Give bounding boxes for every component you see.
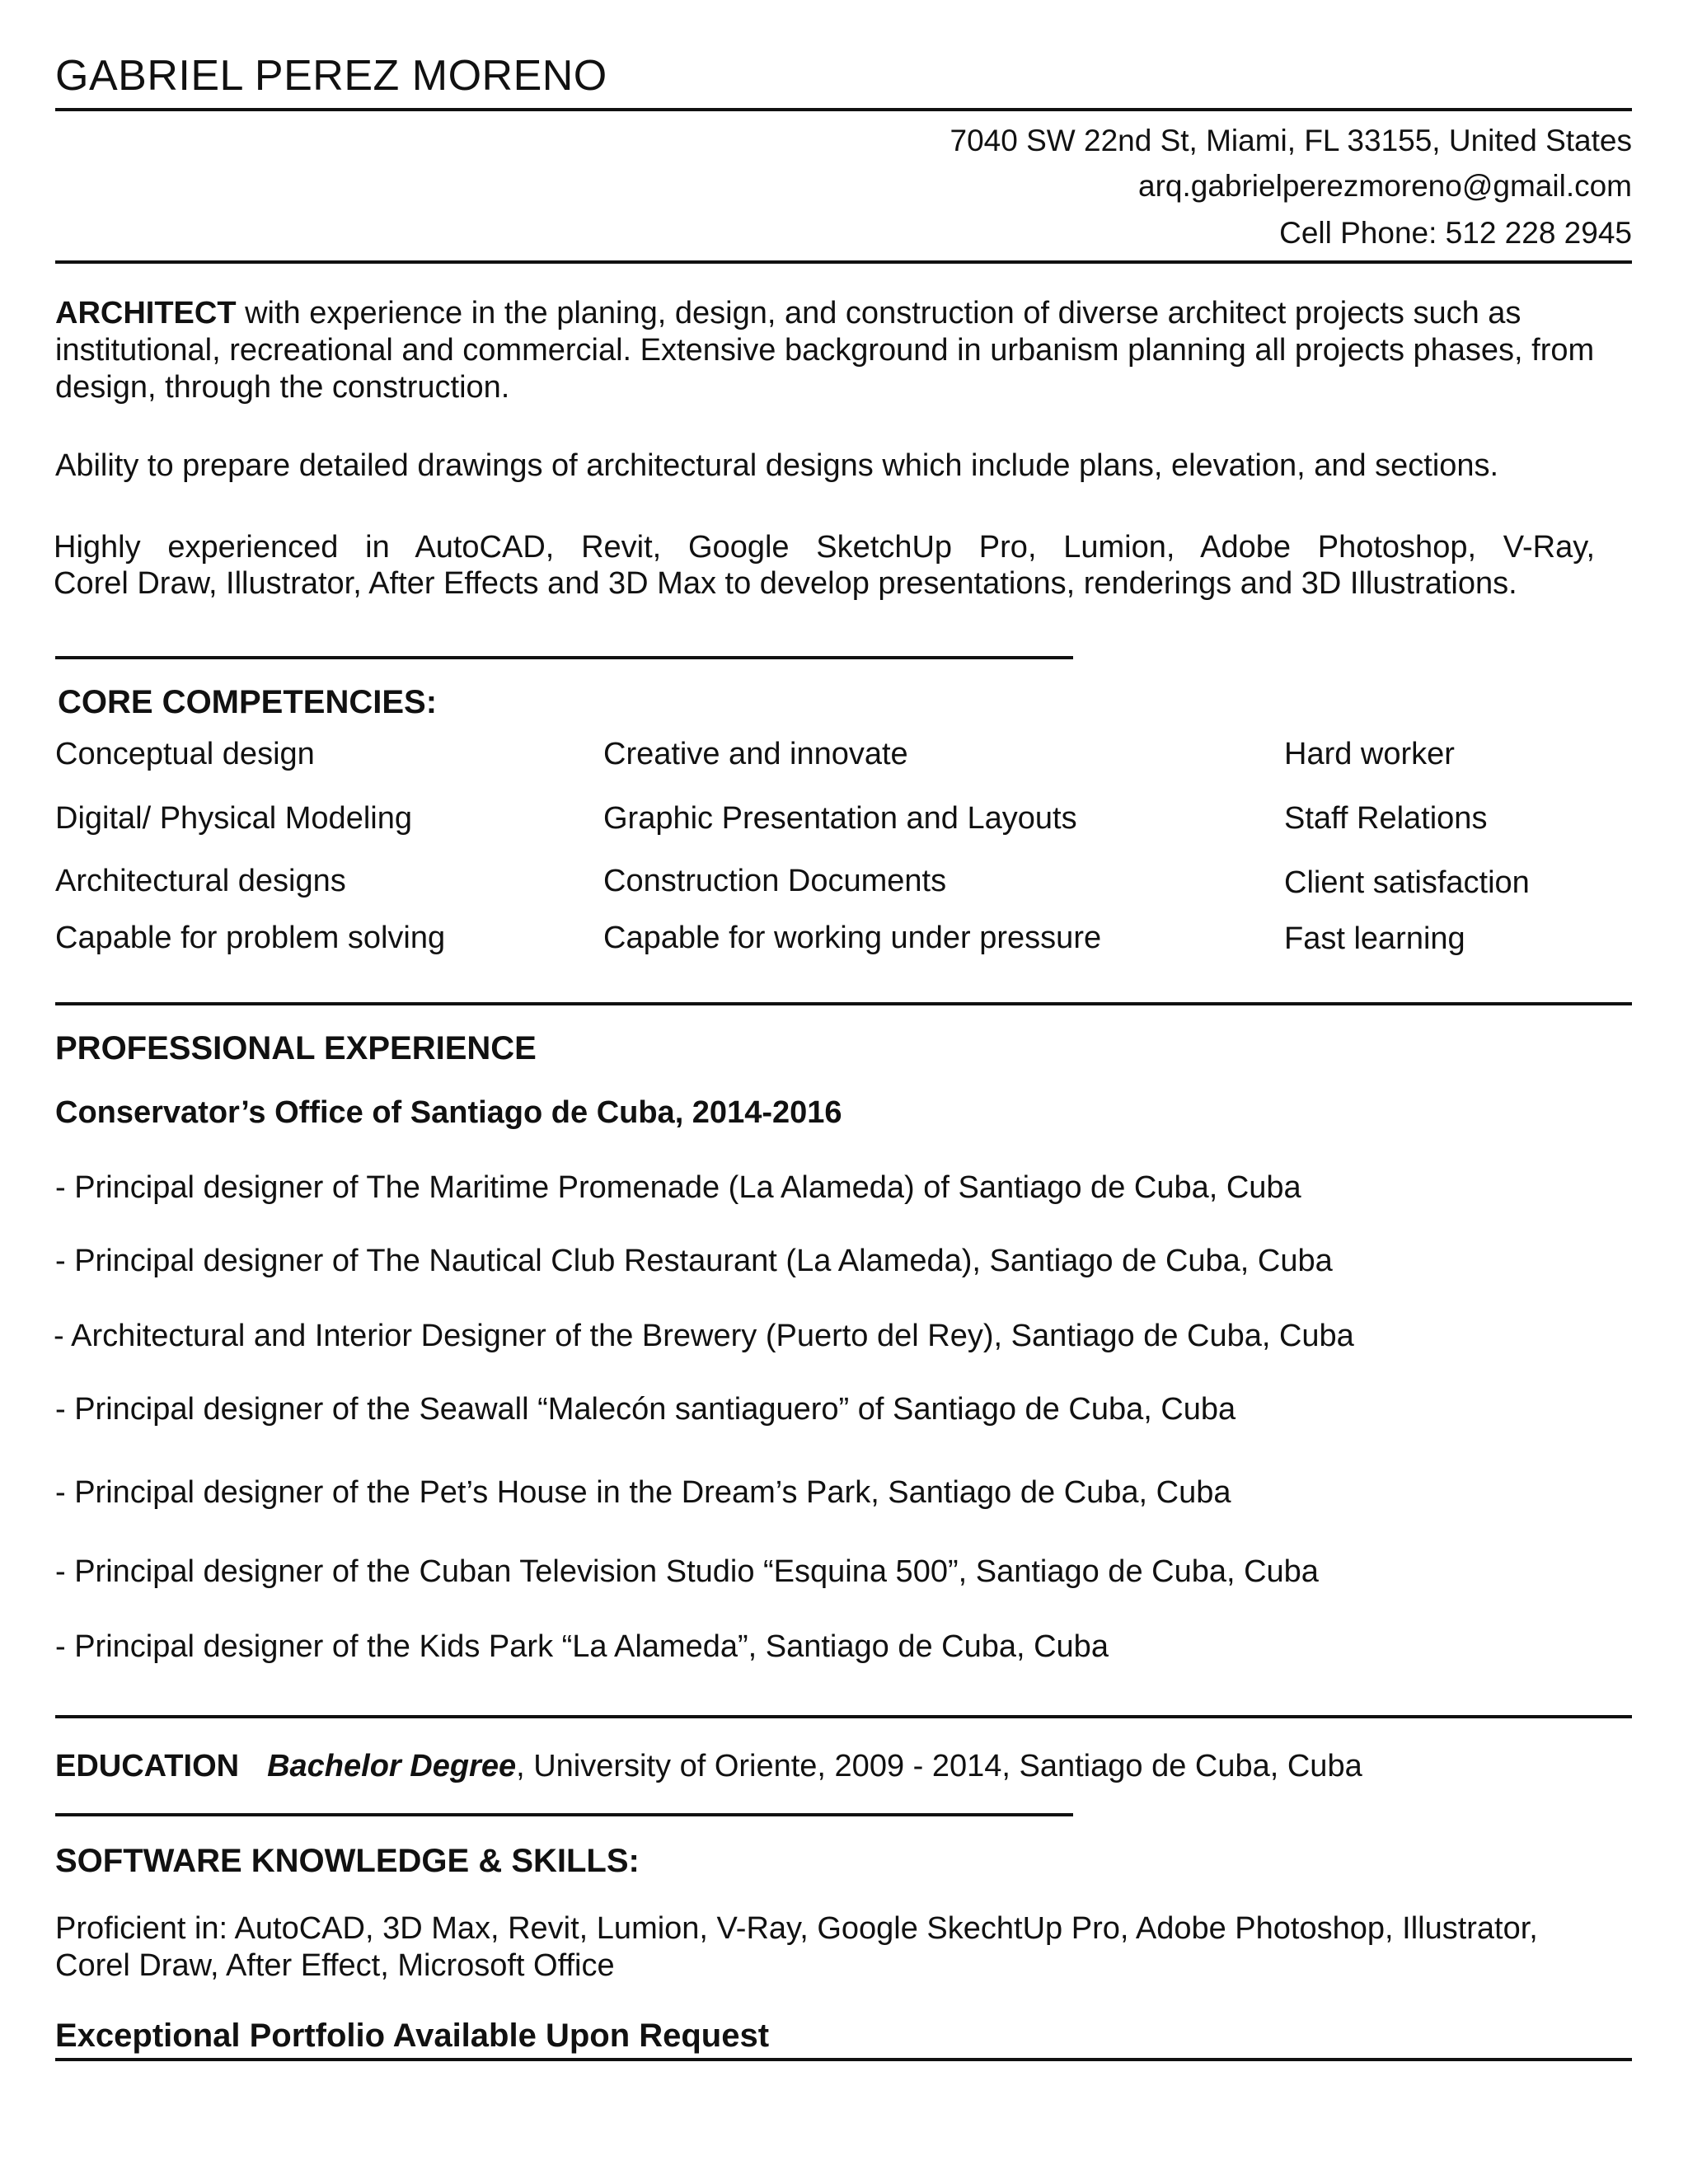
summary-rule xyxy=(55,656,1073,659)
competency-item: Conceptual design xyxy=(55,737,315,771)
portfolio-note: Exceptional Portfolio Available Upon Request xyxy=(55,2018,770,2054)
competency-item: Architectural designs xyxy=(55,864,346,898)
email: arq.gabrielperezmoreno@gmail.com xyxy=(1138,169,1632,203)
experience-item: - Principal designer of The Maritime Promenade (La Alameda) of Santiago de Cuba, Cuba xyxy=(55,1170,1301,1205)
experience-item: - Architectural and Interior Designer of the Brewery (Puerto del Rey), Santiago de Cuba, Cuba xyxy=(54,1319,1354,1353)
address: 7040 SW 22nd St, Miami, FL 33155, United States xyxy=(950,124,1632,157)
summary-paragraph-2: Ability to prepare detailed drawings of architectural designs which include plans, elevation, and sections. xyxy=(55,448,1499,483)
education-degree: Bachelor Degree xyxy=(267,1749,517,1783)
experience-heading: PROFESSIONAL EXPERIENCE xyxy=(55,1030,537,1066)
summary-paragraph-3-line-2: Corel Draw, Illustrator, After Effects and 3D Max to develop presentations, renderings and 3D Illustrations. xyxy=(54,566,1517,601)
employer-title: Conservator’s Office of Santiago de Cuba, 2014-2016 xyxy=(55,1095,842,1130)
education-detail: , University of Oriente, 2009 - 2014, Santiago de Cuba, Cuba xyxy=(516,1749,1362,1783)
summary-paragraph-1 xyxy=(55,295,1636,406)
competency-item: Fast learning xyxy=(1284,921,1465,956)
competency-item: Capable for problem solving xyxy=(55,921,446,955)
experience-item: - Principal designer of The Nautical Club Restaurant (La Alameda), Santiago de Cuba, Cuba xyxy=(55,1244,1333,1278)
experience-rule xyxy=(55,1715,1632,1718)
experience-item: - Principal designer of the Seawall “Malecón santiaguero” of Santiago de Cuba, Cuba xyxy=(55,1392,1236,1427)
contact-rule xyxy=(55,260,1632,264)
experience-item: - Principal designer of the Cuban Television Studio “Esquina 500”, Santiago de Cuba, Cuba xyxy=(55,1554,1319,1589)
phone: Cell Phone: 512 228 2945 xyxy=(1279,216,1632,250)
competencies-heading: CORE COMPETENCIES: xyxy=(58,684,438,720)
candidate-name: GABRIEL PEREZ MORENO xyxy=(55,52,607,100)
education-line xyxy=(55,1749,1362,1784)
footer-rule xyxy=(55,2058,1632,2061)
competency-item: Creative and innovate xyxy=(603,737,908,771)
competency-item: Capable for working under pressure xyxy=(603,921,1102,955)
education-rule xyxy=(55,1813,1073,1816)
software-heading: SOFTWARE KNOWLEDGE & SKILLS: xyxy=(55,1843,640,1879)
experience-item: - Principal designer of the Kids Park “La Alameda”, Santiago de Cuba, Cuba xyxy=(55,1629,1109,1664)
summary-paragraph-3-line-1: Highly experienced in AutoCAD, Revit, Google SketchUp Pro, Lumion, Adobe Photoshop, V-Ray, xyxy=(54,530,1595,565)
competency-item: Staff Relations xyxy=(1284,801,1488,836)
competency-item: Client satisfaction xyxy=(1284,865,1530,900)
header-rule xyxy=(55,108,1632,111)
summary-p1-text: with experience in the planing, design, and construction of diverse architect projects such as institutional, recreational and commercial. Extensive background in urbanism planning all projects phases, from design, through the construction. xyxy=(55,296,1595,405)
software-text: Proficient in: AutoCAD, 3D Max, Revit, Lumion, V-Ray, Google SkechtUp Pro, Adobe Photoshop, Illustrator, Corel Draw, After Effect, Microsoft Office xyxy=(55,1911,1538,1983)
experience-item: - Principal designer of the Pet’s House in the Dream’s Park, Santiago de Cuba, Cuba xyxy=(55,1475,1231,1510)
competencies-rule xyxy=(55,1002,1632,1005)
competency-item: Construction Documents xyxy=(603,864,947,898)
competency-item: Hard worker xyxy=(1284,737,1455,771)
summary-lead: ARCHITECT xyxy=(55,296,237,330)
competency-item: Digital/ Physical Modeling xyxy=(55,801,412,836)
competency-item: Graphic Presentation and Layouts xyxy=(603,801,1077,836)
education-label: EDUCATION xyxy=(55,1749,240,1783)
